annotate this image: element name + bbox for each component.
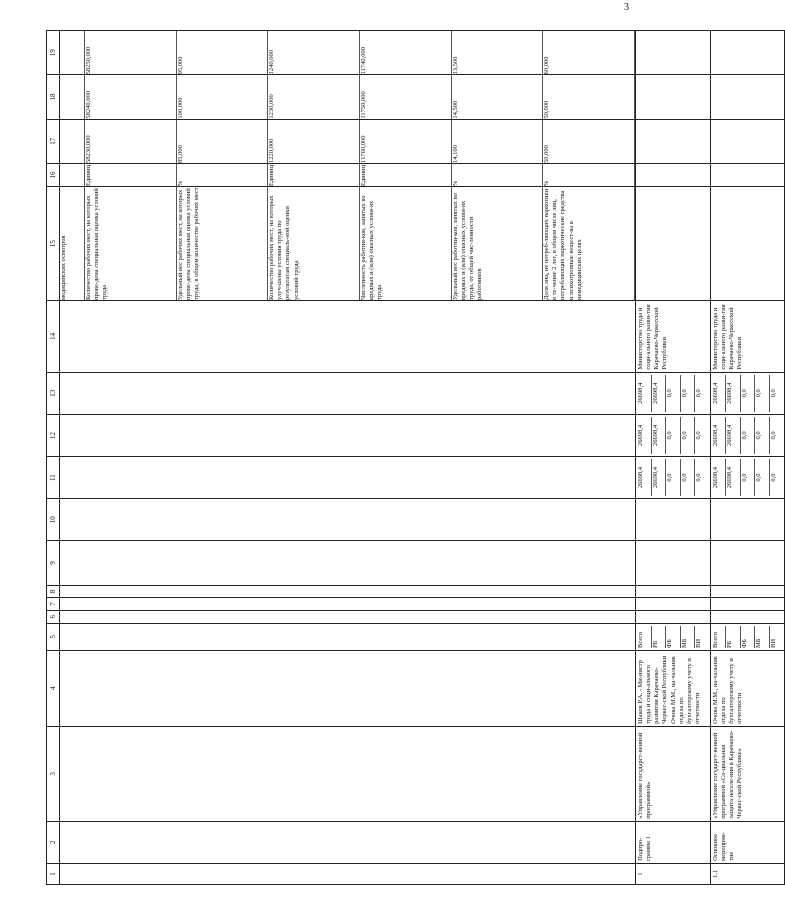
stack-value: 0,0 (755, 417, 770, 454)
indicator-line: 11740,000 (359, 31, 451, 74)
cell-empty (710, 541, 785, 585)
column-number: 12 (47, 414, 60, 456)
cell-empty (710, 31, 785, 75)
column-number: 15 (47, 187, 60, 301)
cell-empty (710, 163, 785, 186)
indicator-line: % (451, 164, 543, 186)
stack-value: 0,0 (741, 375, 756, 412)
row-type: Основное мероприя-тие (710, 821, 785, 863)
column-number: 18 (47, 75, 60, 119)
cell-empty (636, 610, 711, 623)
stack-value: 26698,4 (652, 375, 667, 412)
stack-value: 0,0 (681, 417, 696, 454)
column-number: 8 (47, 585, 60, 598)
stack-value: 26698,4 (726, 417, 741, 454)
indicator-line: Единиц (268, 164, 360, 186)
column-number: 10 (47, 499, 60, 541)
stack-value: 0,0 (695, 473, 702, 482)
indicator-line: Удельный вес рабочих мест, на которых прове-дена специальная оценка условий труда, в общем количестве рабочих мест (176, 187, 268, 300)
row-executor: Министерство труда и соци-ального разви-тия Карачаево-Черкесской Республики (710, 300, 785, 372)
indicator-line (60, 164, 84, 186)
indicator-line (60, 31, 84, 74)
stack-value: 26698,4 (637, 417, 652, 454)
cell-empty (710, 75, 785, 119)
cell-empty (60, 499, 636, 541)
funding-col11 (636, 457, 711, 499)
stack-value: ФБ (741, 626, 756, 648)
column-number: 5 (47, 623, 60, 650)
cell-empty (710, 119, 785, 163)
row-responsible: Очова М.М., на-чальник отдела по бухгалтерскому учету и отчетности (710, 650, 785, 726)
indicator-line: 58250,000 (84, 31, 176, 74)
stack-value: РБ (652, 626, 667, 648)
indicator-line: 100,000 (176, 75, 268, 118)
funding-sources (636, 623, 711, 650)
stack-value: 26698,4 (726, 459, 741, 496)
column-number: 11 (47, 457, 60, 499)
cell-empty (60, 414, 636, 456)
indicator-line: % (543, 164, 635, 186)
stack-value: 0,0 (769, 431, 777, 440)
indicator-v17 (60, 119, 636, 163)
cell-empty (60, 821, 636, 863)
stack-value: 26698,4 (652, 417, 667, 454)
cell-empty (710, 499, 785, 541)
stack-value: 26698,4 (712, 375, 727, 412)
cell-empty (636, 499, 711, 541)
indicator-line: Доля лиц, не потреб-ляющих наркотики в те-чение 2 лет, в общем числе лиц, потребляющих наркотические средства и психотропные вещест-ва в немедицинских целях (543, 187, 635, 300)
column-number: 1 (47, 863, 60, 884)
column-number: 19 (47, 31, 60, 75)
rotated-table-sheet (46, 30, 777, 885)
stack-value: Всего (637, 626, 652, 648)
cell-empty (636, 119, 711, 163)
indicator-line: 95,000 (176, 31, 268, 74)
row-number: 1 (636, 863, 711, 884)
indicator-line (60, 75, 84, 118)
stack-value: 0,0 (695, 389, 702, 398)
cell-empty (710, 187, 785, 301)
indicator-line: 1240,000 (268, 31, 360, 74)
main-activity-row (710, 31, 785, 885)
cell-empty (710, 585, 785, 598)
funding-col13 (636, 372, 711, 414)
indicator-line: 13,500 (451, 31, 543, 74)
cell-empty (60, 300, 636, 372)
stack-value: 0,0 (666, 375, 681, 412)
indicator-names (60, 187, 636, 301)
stack-value: 0,0 (681, 375, 696, 412)
page-number: 3 (624, 2, 629, 13)
indicator-section (60, 31, 636, 885)
stack-value: 26698,4 (712, 417, 727, 454)
indicator-line: 1220,000 (268, 120, 360, 163)
stack-value: 26698,4 (637, 375, 652, 412)
cell-empty (60, 726, 636, 821)
cell-empty (60, 650, 636, 726)
column-number: 9 (47, 541, 60, 585)
column-number: 14 (47, 300, 60, 372)
row-type: Подпро-грамма 1 (636, 821, 711, 863)
indicator-line: 11750,000 (359, 75, 451, 118)
stack-value: 0,0 (755, 459, 770, 496)
cell-empty (710, 598, 785, 611)
indicator-line: 50,000 (543, 75, 635, 118)
indicator-line: Количество рабочих мест, на которых улуч-шены условия труда по результатам специаль-ной оценки условий труда (268, 187, 360, 300)
stack-value: 0,0 (666, 459, 681, 496)
row-executor: Министерство труда и соци-ального разви-тия Карачаево-Черкесской Республики (636, 300, 711, 372)
indicator-line: 11760,000 (359, 120, 451, 163)
cell-empty (60, 863, 636, 884)
stack-value: ВИ (769, 638, 777, 648)
program-table (46, 30, 785, 885)
indicator-line: % (176, 164, 268, 186)
stack-value: 26698,4 (652, 459, 667, 496)
indicator-line: медицинских осмотров (60, 187, 84, 300)
indicator-line: Количество рабочих мест, на которых прове-дена специальная оценка условий труда (84, 187, 176, 300)
row-name: «Управление государст-венной программой» (636, 726, 711, 821)
cell-empty (60, 541, 636, 585)
cell-grid (60, 598, 636, 611)
stack-value: ФБ (666, 626, 681, 648)
indicator-line: 14,100 (451, 120, 543, 163)
stack-value: РБ (726, 626, 741, 648)
stack-value: 0,0 (681, 459, 696, 496)
indicator-line: Удельный вес работни-ков, занятых во вредных и (или) опасных услови-ях труда, от общей чис-ленности работников (451, 187, 543, 300)
cell-empty (636, 541, 711, 585)
funding-col12 (636, 414, 711, 456)
cell-empty (636, 598, 711, 611)
cell-empty (636, 187, 711, 301)
cell-empty (636, 163, 711, 186)
stack-value: 0,0 (695, 431, 702, 440)
column-number: 3 (47, 726, 60, 821)
column-number: 7 (47, 598, 60, 611)
funding-sources (710, 623, 785, 650)
column-number: 16 (47, 163, 60, 186)
cell-empty (636, 75, 711, 119)
stack-value: 0,0 (769, 473, 777, 482)
cell-empty (710, 610, 785, 623)
subprogram-row (636, 31, 711, 885)
indicator-line: 14,500 (451, 75, 543, 118)
column-number: 13 (47, 372, 60, 414)
stack-value: 26698,4 (637, 459, 652, 496)
indicator-line: 50,000 (543, 120, 635, 163)
stack-value: 0,0 (666, 417, 681, 454)
stack-value: МБ (755, 626, 770, 648)
indicator-units (60, 163, 636, 186)
stack-value: 0,0 (755, 375, 770, 412)
funding-col13 (710, 372, 785, 414)
indicator-line: 1230,000 (268, 75, 360, 118)
column-number: 4 (47, 650, 60, 726)
stack-value: МБ (681, 626, 696, 648)
indicator-v18 (60, 75, 636, 119)
funding-col12 (710, 414, 785, 456)
funding-col11 (710, 457, 785, 499)
indicator-line: 85,000 (176, 120, 268, 163)
stack-value: 0,0 (769, 389, 777, 398)
column-number-row (47, 31, 60, 885)
indicator-line: 58230,000 (84, 120, 176, 163)
row-number: 1.1 (710, 863, 785, 884)
stack-value: Всего (712, 626, 727, 648)
indicator-line: Единиц (359, 164, 451, 186)
column-number: 6 (47, 610, 60, 623)
indicator-line (60, 120, 84, 163)
row-responsible: Шаков Р.А. - Ми-нистр труда и соци-ального развития Карачаево-Черкес-ской Республики Очова М.М., на-чальник отдела по бухгалтерскому учету и отчетности (636, 650, 711, 726)
cell-empty (60, 457, 636, 499)
indicator-line: 60,000 (543, 31, 635, 74)
column-number: 17 (47, 119, 60, 163)
indicator-line: 58240,000 (84, 75, 176, 118)
cell-empty (60, 623, 636, 650)
indicator-v19 (60, 31, 636, 75)
stack-value: 0,0 (741, 459, 756, 496)
row-name: «Управление государст-венной программой «Со-циальная защита населе-ния в Карачаево-Черкес-ской Республике» (710, 726, 785, 821)
cell-empty (636, 585, 711, 598)
indicator-line: Численность работни-ков, занятых во вредных и (или) опасных услови-ях труда (359, 187, 451, 300)
stack-value: 0,0 (741, 417, 756, 454)
stack-value: ВИ (695, 638, 702, 648)
indicator-line: Единиц (84, 164, 176, 186)
cell-grid (60, 585, 636, 598)
cell-empty (636, 31, 711, 75)
stack-value: 26698,4 (726, 375, 741, 412)
stack-value: 26698,4 (712, 459, 727, 496)
column-number: 2 (47, 821, 60, 863)
cell-grid (60, 610, 636, 623)
cell-empty (60, 372, 636, 414)
